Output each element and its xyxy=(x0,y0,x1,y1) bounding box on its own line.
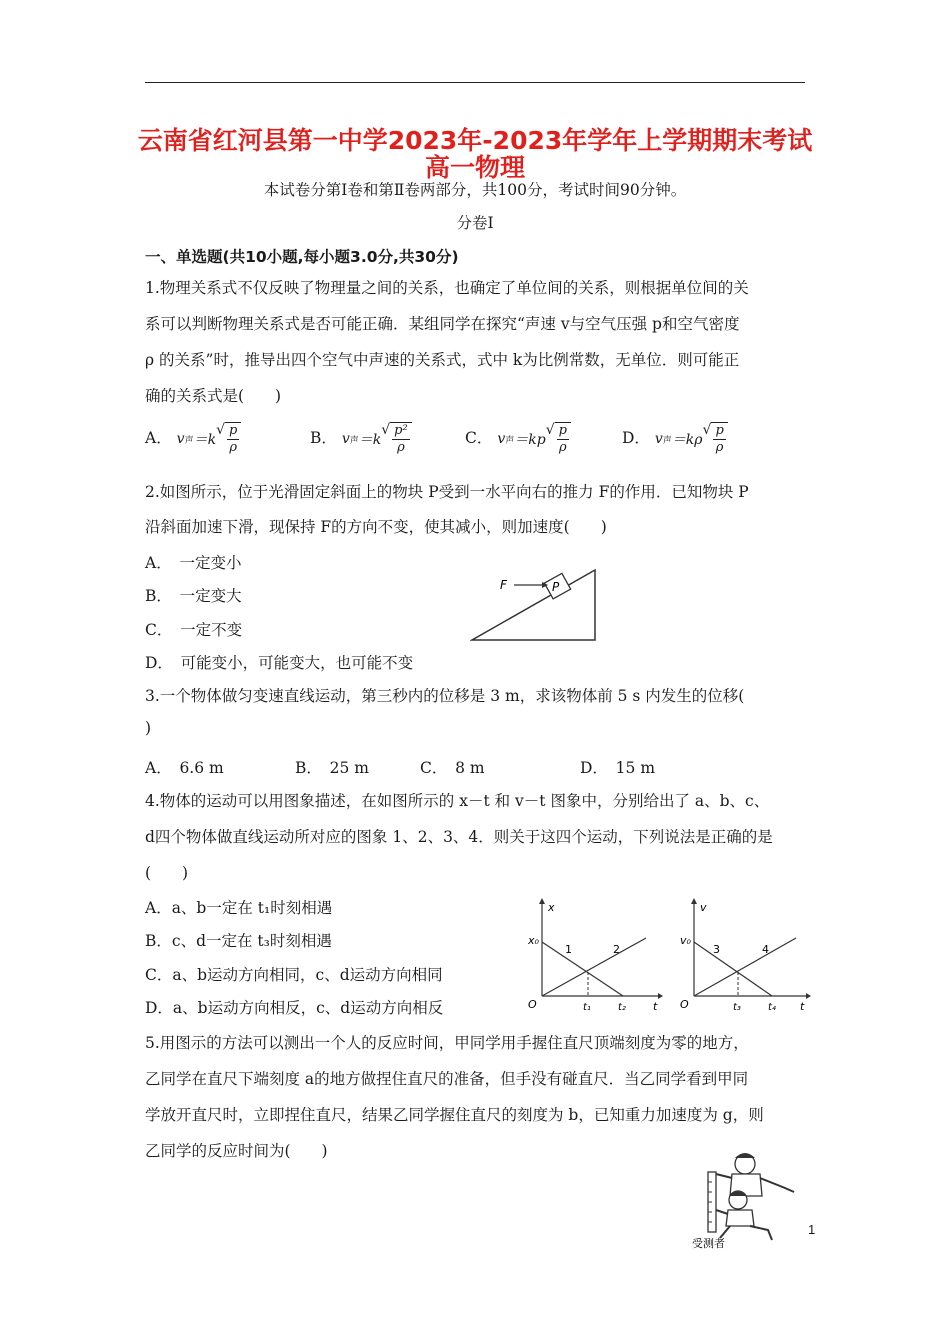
svg-text:O: O xyxy=(528,998,537,1011)
q2-option-d[interactable]: D． 可能变小，可能变大，也可能不变 xyxy=(145,654,414,672)
line-1 xyxy=(542,942,623,996)
q3-option-b[interactable]: B． 25 m xyxy=(295,759,369,777)
page-number: 1 xyxy=(808,1222,816,1237)
x-t-graph xyxy=(528,898,663,1013)
q3-line: 3.一个物体做匀变速直线运动，第三秒内的位移是 3 m，求该物体前 5 s 内发生的位移( xyxy=(145,687,745,705)
formula: v 声 ＝kρ √ $\frac{p}{\rho}$ xyxy=(655,422,728,456)
svg-text:3: 3 xyxy=(713,943,720,956)
figure-caption: 受测者 xyxy=(692,1237,725,1250)
line-2 xyxy=(542,938,646,996)
q4-option-b[interactable]: B．c、d一定在 t₃时刻相遇 xyxy=(145,932,332,950)
q1-option-c[interactable]: C． v 声 ＝kp √ $\frac{p}{\rho}$ xyxy=(465,422,571,456)
q1-option-a[interactable]: A． v 声 ＝k √ $\frac{p}{\rho}$ xyxy=(145,422,241,456)
svg-text:1: 1 xyxy=(565,943,572,956)
exam-title: 云南省红河县第一中学2023年-2023年学年上学期期末考试 xyxy=(137,126,813,155)
v-t-graph xyxy=(680,898,815,1013)
formula: v 声 ＝k √ $\frac{\text{p²}}{\rho}$ xyxy=(342,422,412,456)
q1-line: ρ 的关系”时，推导出四个空气中声速的关系式，式中 k为比例常数，无单位．则可能正 xyxy=(145,351,740,369)
q2-line: 2.如图所示，位于光滑固定斜面上的物块 P受到一水平向右的推力 F的作用．已知物块 P xyxy=(145,483,749,501)
q1-line: 系可以判断物理关系式是否可能正确．某组同学在探究“声速 v与空气压强 p和空气密度 xyxy=(145,315,740,333)
incline-figure xyxy=(470,565,600,645)
q4-line: 4.物体的运动可以用图象描述，在如图所示的 x－t 和 v－t 图象中，分别给出了 a、b、c、 xyxy=(145,792,770,810)
line-4 xyxy=(694,938,796,996)
svg-text:t₃: t₃ xyxy=(733,1002,741,1013)
q1-line: 1.物理关系式不仅反映了物理量之间的关系，也确定了单位间的关系，则根据单位间的关 xyxy=(145,279,749,297)
svg-text:2: 2 xyxy=(613,943,620,956)
q1-option-d[interactable]: D． v 声 ＝kρ √ $\frac{p}{\rho}$ xyxy=(622,422,728,456)
q3-line: ) xyxy=(145,719,152,737)
q4-option-a[interactable]: A．a、b一定在 t₁时刻相遇 xyxy=(145,899,333,917)
svg-text:t: t xyxy=(800,1000,805,1013)
svg-text:v: v xyxy=(700,901,707,914)
q2-option-a[interactable]: A． 一定变小 xyxy=(145,554,242,572)
q1-line: 确的关系式是( ) xyxy=(145,387,282,405)
q2-option-b[interactable]: B． 一定变大 xyxy=(145,587,242,605)
svg-text:t₄: t₄ xyxy=(768,1002,776,1013)
exam-intro: 本试卷分第Ⅰ卷和第Ⅱ卷两部分，共100分，考试时间90分钟。 xyxy=(263,181,687,199)
force-label: F xyxy=(500,578,507,592)
q4-option-c[interactable]: C．a、b运动方向相同，c、d运动方向相同 xyxy=(145,966,443,984)
svg-text:v₀: v₀ xyxy=(680,934,691,947)
section-heading: 一、单选题(共10小题,每小题3.0分,共30分) xyxy=(145,248,459,266)
reaction-time-figure xyxy=(690,1150,800,1250)
formula: v 声 ＝kp √ $\frac{p}{\rho}$ xyxy=(497,422,571,456)
line-3 xyxy=(694,942,772,996)
svg-text:t₂: t₂ xyxy=(618,1002,626,1013)
part-label: 分卷Ⅰ xyxy=(456,214,494,232)
svg-text:t₁: t₁ xyxy=(583,1002,591,1013)
q3-option-a[interactable]: A． 6.6 m xyxy=(145,759,224,777)
svg-text:x: x xyxy=(548,901,555,914)
q4-option-d[interactable]: D．a、b运动方向相反，c、d运动方向相反 xyxy=(145,999,444,1017)
q4-line: d四个物体做直线运动所对应的图象 1、2、3、4．则关于这四个运动，下列说法是正确的是 xyxy=(145,828,773,846)
exam-subject: 高一物理 xyxy=(424,153,525,182)
q5-line: 乙同学在直尺下端刻度 a的地方做捏住直尺的准备，但手没有碰直尺．当乙同学看到甲同 xyxy=(145,1070,749,1088)
q2-line: 沿斜面加速下滑，现保持 F的方向不变，使其减小，则加速度( ) xyxy=(145,518,607,536)
svg-text:O: O xyxy=(680,998,689,1011)
svg-text:4: 4 xyxy=(762,943,769,956)
q3-option-d[interactable]: D． 15 m xyxy=(580,759,656,777)
svg-text:x₀: x₀ xyxy=(528,934,539,947)
q5-line: 乙同学的反应时间为( ) xyxy=(145,1142,328,1160)
q2-option-c[interactable]: C． 一定不变 xyxy=(145,621,243,639)
incline-slope xyxy=(472,570,595,640)
q5-line: 5.用图示的方法可以测出一个人的反应时间，甲同学用手握住直尺顶端刻度为零的地方， xyxy=(145,1034,749,1052)
q1-option-b[interactable]: B． v 声 ＝k √ $\frac{\text{p²}}{\rho}$ xyxy=(310,422,412,456)
header-rule xyxy=(145,82,805,83)
q5-line: 学放开直尺时，立即捏住直尺，结果乙同学握住直尺的刻度为 b，已知重力加速度为 g，则 xyxy=(145,1106,764,1124)
block-label: P xyxy=(552,580,560,594)
q3-option-c[interactable]: C． 8 m xyxy=(420,759,485,777)
formula: v 声 ＝k √ $\frac{p}{\rho}$ xyxy=(177,422,242,456)
svg-text:t: t xyxy=(653,1000,658,1013)
q4-line: ( ) xyxy=(145,864,189,882)
